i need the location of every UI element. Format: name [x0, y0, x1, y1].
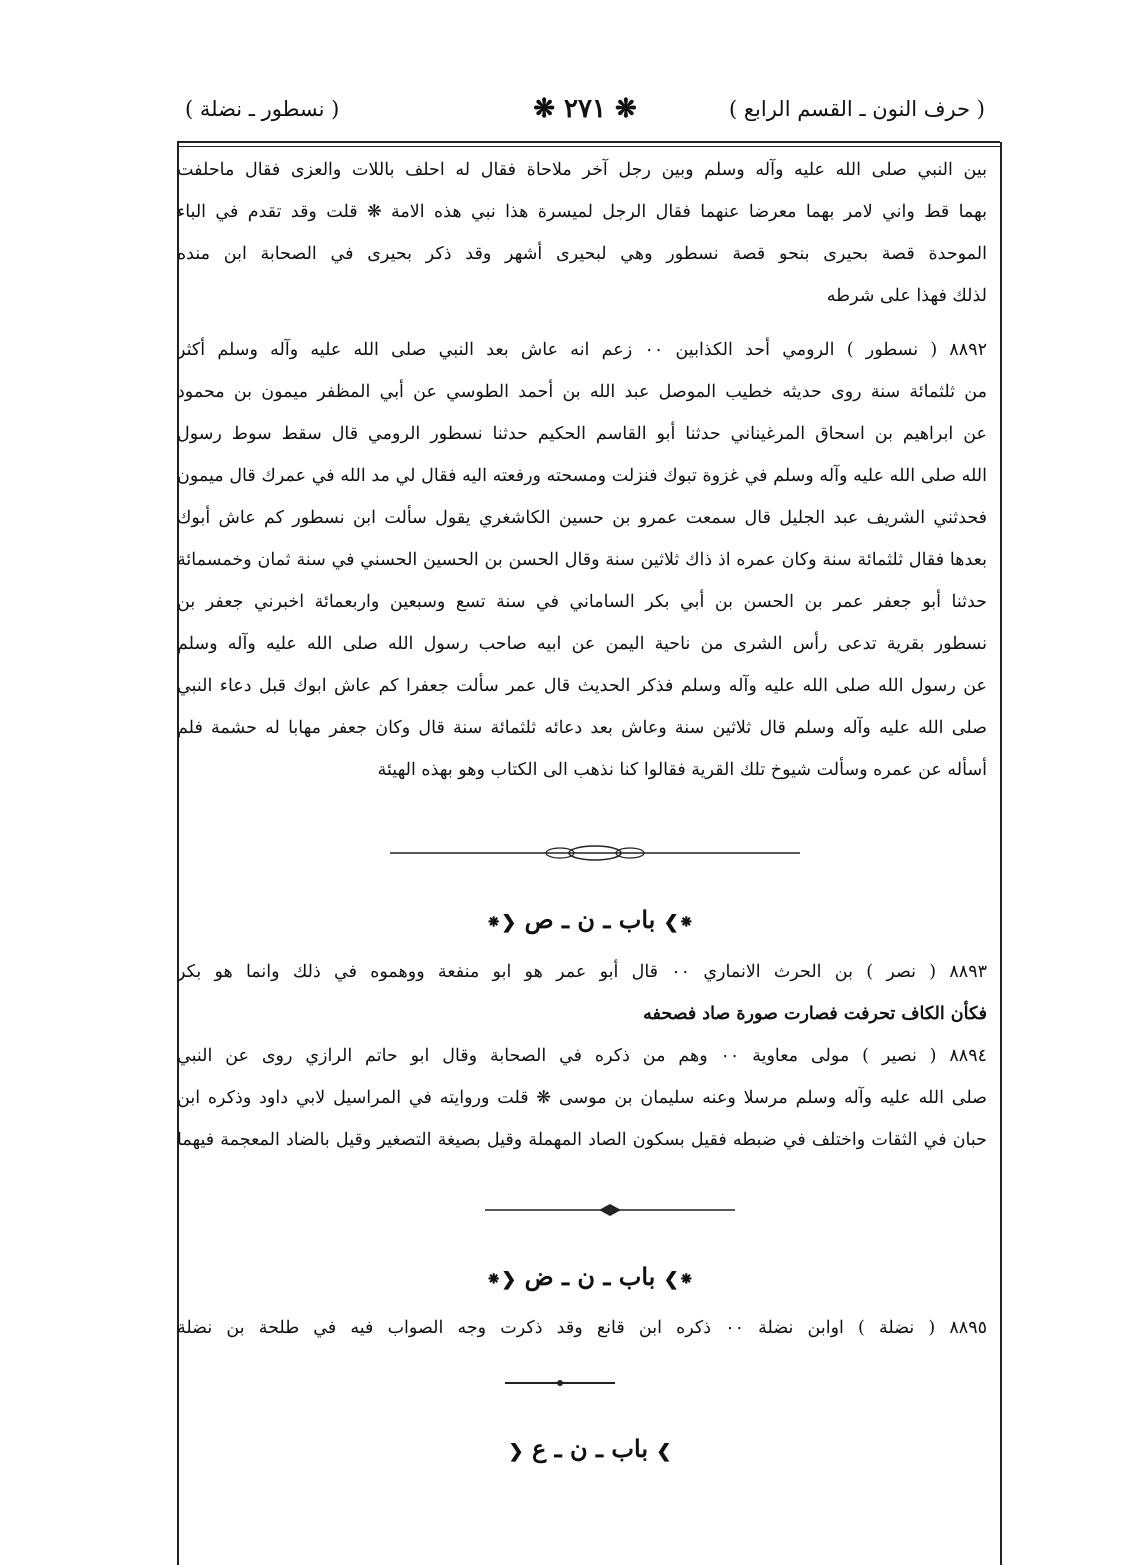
text-line: الموحدة قصة بحيرى بنحو قصة نسطور وهي لبحيرى أشهر وقد ذكر بحيرى في الصحابة ابن منده	[177, 244, 987, 264]
header-rule	[177, 141, 1000, 143]
entry-8895-line: ٨٨٩٥ ( نضلة ) اوابن نضلة ٠٠ ذكره ابن قانع وقد ذكرت وجه الصواب فيه في طلحة بن نضلة	[177, 1318, 987, 1338]
page-header	[185, 88, 985, 130]
text-line: عن رسول الله صلى الله عليه وآله وسلم فذكر الحديث قال عمر سألت جعفرا كم عاش ابوك قبل دعاء النبي	[177, 676, 987, 696]
section-title-text: باب ـ ن ـ ص	[524, 905, 656, 934]
ornament-divider	[390, 842, 800, 864]
text-line: صلى الله عليه وآله وسلم قال ثلاثين سنة وعاش بعد دعائه ثلثمائة سنة قال وكان جعفر مهابا له حشمة فلم	[177, 718, 987, 738]
text-line: بعدها فقال ثلثمائة سنة وكان عمره اذ ذاك ثلاثين سنة وقال الحسن بن الحسين الحسني في سنة ثمان وخمسمائة	[177, 550, 987, 570]
text-line: حبان في الثقات واختلف في ضبطه فقيل بسكون الصاد المهملة وقيل بصيغة التصغير وقيل بالضاد المعجمة فيهما	[177, 1130, 987, 1150]
header-entries: ( نسطور ـ نضلة )	[185, 97, 340, 121]
ornament-left-icon: ⁕❯	[663, 912, 694, 933]
ornament-right-icon: ❮⁕	[486, 1269, 517, 1290]
section-title-text: باب ـ ن ـ ض	[524, 1262, 656, 1291]
section-heading-nun-dad	[190, 1262, 990, 1291]
section-heading-nun-ain	[190, 1434, 990, 1463]
section-heading-nun-sad	[190, 905, 990, 934]
text-line: الله صلى الله عليه وآله وسلم في غزوة تبوك فنزلت ومسحته ورفعته اليه فقال لي مد الله في عمرك قال ميمون	[177, 466, 987, 486]
text-line: بهما قط واني لامر بهما معرضا عنهما فقال الرجل لميسرة هذا نبي هذه الامة ❋ قلت وقد تقدم في الباء	[177, 202, 987, 222]
page-number: ❋ ٢٧١ ❋	[533, 94, 637, 124]
text-line: من ثلثمائة سنة روى حديثه خطيب الموصل عبد الله بن أحمد الطوسي عن أبي المظفر ميمون بن محمود	[177, 382, 987, 402]
entry-8894-line: ٨٨٩٤ ( نصير ) مولى معاوية ٠٠ وهم من ذكره في الصحابة وقال ابو حاتم الرازي روى عن النبي	[177, 1046, 987, 1066]
entry-8892-line: ٨٨٩٢ ( نسطور ) الرومي أحد الكذابين ٠٠ زعم انه عاش بعد النبي صلى الله عليه وآله وسلم أكثر	[177, 340, 987, 360]
ornament-left-icon: ⁕❯	[663, 1269, 694, 1290]
text-line: بين النبي صلى الله عليه وآله وسلم وبين رجل آخر ملاحاة فقال له احلف باللات والعزى فقال ماحلفت	[177, 160, 987, 180]
entry-8893-line: ٨٨٩٣ ( نصر ) بن الحرث الانماري ٠٠ قال أبو عمر هو ابو منفعة ووهموه في ذلك وانما هو بكر	[177, 962, 987, 982]
ornament-divider	[505, 1376, 615, 1390]
text-line: لذلك فهذا على شرطه	[826, 286, 987, 306]
text-line: فكأن الكاف تحرفت فصارت صورة صاد فصحفه	[643, 1004, 987, 1024]
ornament-right-icon: ❮⁕	[486, 912, 517, 933]
text-line: فحدثني الشريف عبد الجليل قال سمعت عمرو بن حسين الكاشغري يقول سألت ابن نسطور كم عاش أبوك	[177, 508, 987, 528]
text-line: نسطور بقرية تدعى رأس الشرى من ناحية اليمن عن ابيه صاحب رسول الله صلى الله عليه وآله وسلم	[177, 634, 987, 654]
ornament-right-icon: ❮	[508, 1441, 524, 1462]
ornament-left-icon: ❯	[656, 1441, 672, 1462]
text-line: أسأله عن عمره وسألت شيوخ تلك القرية فقالوا كنا نذهب الى الكتاب وهو بهذه الهيئة	[377, 760, 987, 780]
text-line: صلى الله عليه وآله وسلم مرسلا وعنه سليمان بن موسى ❋ قلت وروايته في المراسيل لابي داود وذكره ابن	[177, 1088, 987, 1108]
ornament-divider	[485, 1200, 735, 1220]
right-frame-rule	[1000, 142, 1002, 1565]
section-title-text: باب ـ ن ـ ع	[531, 1434, 648, 1463]
header-rule-thin	[177, 146, 1000, 147]
text-line: حدثنا أبو جعفر عمر بن الحسن بن أبي بكر الساماني في سنة تسع وسبعين واربعمائة اخبرني جعفر بن	[177, 592, 987, 612]
header-chapter: ( حرف النون ـ القسم الرابع )	[728, 97, 985, 121]
text-line: عن ابراهيم بن اسحاق المرغيناني حدثنا أبو القاسم الحكيم حدثنا نسطور الرومي قال سقط سوط رسول	[177, 424, 987, 444]
